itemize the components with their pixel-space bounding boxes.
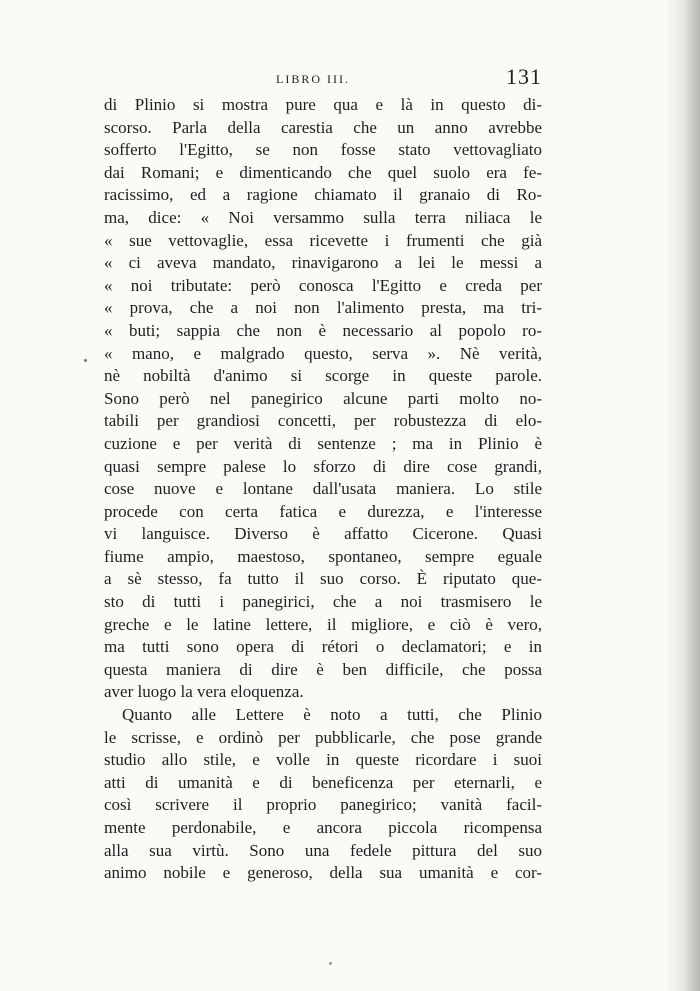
text-line: quasi sempre palese lo sforzo di dire cose grandi, <box>104 456 542 476</box>
text-line: a sè stesso, fa tutto il suo corso. È riputato que- <box>104 569 542 589</box>
text-line: animo nobile e generoso, della sua umanità e cor- <box>104 863 542 883</box>
text-line: racissimo, ed a ragione chiamato il granaio di Ro- <box>104 185 542 205</box>
page-number: 131 <box>506 64 542 89</box>
text-line: aver luogo la vera eloquenza. <box>104 682 304 702</box>
text-line: tabili per grandiosi concetti, per robustezza di elo- <box>104 411 542 431</box>
text-line: « sue vettovaglie, essa ricevette i frumenti che già <box>104 230 542 250</box>
text-line: « noi tributate: però conosca l'Egitto e creda per <box>104 275 542 295</box>
text-line: fiume ampio, maestoso, spontaneo, sempre eguale <box>104 546 542 566</box>
text-line: sofferto l'Egitto, se non fosse stato vettovagliato <box>104 140 542 160</box>
text-line: atti di umanità e di beneficenza per eternarli, e <box>104 772 542 792</box>
text-line: questa maniera di dire è ben difficile, che possa <box>104 659 542 679</box>
text-line: Sono però nel panegirico alcune parti molto no- <box>104 388 542 408</box>
text-line: sto di tutti i panegirici, che a noi trasmisero le <box>104 592 542 612</box>
text-line: « buti; sappia che non è necessario al popolo ro- <box>104 320 542 340</box>
text-line: vi languisce. Diverso è affatto Cicerone. Quasi <box>104 524 542 544</box>
text-line: studio allo stile, e volle in queste ricordare i suoi <box>104 750 542 770</box>
text-line: cuzione e per verità di sentenze ; ma in Plinio è <box>104 433 542 453</box>
text-line: mente perdonabile, e ancora piccola ricompensa <box>104 818 542 837</box>
text-line: scorso. Parla della carestia che un anno avrebbe <box>104 117 542 137</box>
text-line: greche e le latine lettere, il migliore, e ciò è vero, <box>104 614 542 634</box>
page-header <box>104 64 542 94</box>
text-line: nè nobiltà d'animo si scorge in queste parole. <box>104 366 542 386</box>
text-line: « prova, che a noi non l'alimento presta, ma tri- <box>104 298 542 318</box>
text-line: « mano, e malgrado questo, serva ». Nè verità, <box>104 343 542 363</box>
margin-mark <box>84 359 87 362</box>
text-line: di Plinio si mostra pure qua e là in questo di- <box>104 95 542 114</box>
running-head: LIBRO III. <box>276 72 350 86</box>
text-line: le scrisse, e ordinò per pubblicarle, che pose grande <box>104 727 542 747</box>
body-text <box>104 94 542 885</box>
text-line: procede con certa fatica e durezza, e l'interesse <box>104 501 542 521</box>
text-line: dai Romani; e dimenticando che quel suolo era fe- <box>104 162 542 182</box>
text-line: così scrivere il proprio panegirico; vanità facil- <box>104 795 542 815</box>
text-line: ma, dice: « Noi versammo sulla terra niliaca le <box>104 207 542 227</box>
text-line: « ci aveva mandato, rinavigarono a lei le messi a <box>104 253 542 273</box>
text-line: ma tutti sono opera di rétori o declamatori; e in <box>104 637 542 657</box>
text-line: alla sua virtù. Sono una fedele pittura del suo <box>104 840 542 860</box>
text-line: cose nuove e lontane dall'usata maniera. Lo stile <box>104 479 542 499</box>
page-edge-shadow <box>664 0 700 991</box>
bottom-mark <box>329 962 332 965</box>
text-line: Quanto alle Lettere è noto a tutti, che Plinio <box>122 705 542 725</box>
